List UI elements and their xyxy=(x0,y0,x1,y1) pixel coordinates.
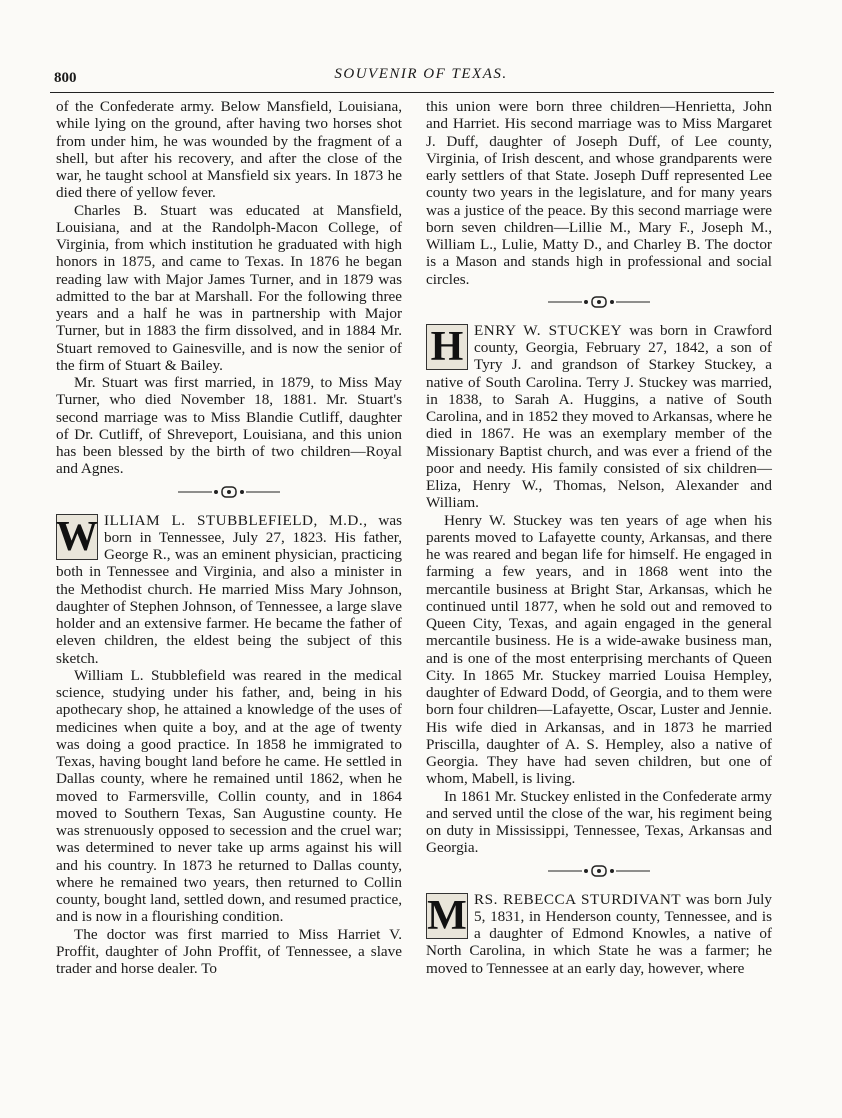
dropcap-initial: H xyxy=(426,324,468,370)
paragraph: Henry W. Stuckey was ten years of age when his parents moved to Lafayette county, Arkansas, and there he was reared and began life for himself. He engaged in farming a few years, and in 1868 went into the mercantile business at Bright Star, Arkansas, which he continued until 1877, when he sold out and removed to Queen City, Texas, and again engaged in the general mercantile business. He is a wide-awake business man, and is one of the most enterprising merchants of Queen City. In 1865 Mr. Stuckey married Louisa Hempley, daughter of Edward Dodd, of Georgia, and to them were born four children—Lafayette, Oscar, Luster and Jennie. His wife died in Arkansas, and in 1873 he married Priscilla, daughter of A. S. Hempley, also a native of Georgia. They have had seven children, but one of whom, Mabell, is living. xyxy=(426,511,772,788)
section-ornament xyxy=(426,294,772,314)
entry-text: was born in Tennessee, July 27, 1823. His father, George R., was an eminent physician, practicing both in Tennessee and Virginia, and also a minister in the Methodist church. He married Miss Mary Johnson, daughter of Stephen Johnson, of Tennessee, a large slave holder and an extensive farmer. He became the father of eleven children, the eldest being the subject of this sketch. xyxy=(56,511,402,667)
section-ornament xyxy=(426,863,772,883)
paragraph xyxy=(56,512,402,667)
paragraph xyxy=(426,891,772,977)
section-ornament xyxy=(56,484,402,504)
entry-text: was born July 5, 1831, in Henderson county, Tennessee, and is a daughter of Edmond Knowles, a native of North Carolina, in which State he was a farmer; he moved to Tennessee at an early day, however, where xyxy=(426,890,772,977)
dropcap-initial: M xyxy=(427,892,467,939)
paragraph: In 1861 Mr. Stuckey enlisted in the Confederate army and served until the close of the war, his regiment being on duty in Mississippi, Tennessee, Texas, Arkansas and Georgia. xyxy=(426,787,772,857)
header-rule xyxy=(50,92,774,93)
paragraph: this union were born three children—Henrietta, John and Harriet. His second marriage was to Miss Margaret J. Duff, daughter of Joseph Duff, of Lee county, Virginia, of Irish descent, and whose grandparents were early settlers of that State. Joseph Duff represented Lee county two years in the legislature, and for many years was a justice of the peace. By this second marriage were born seven children—Lillie M., Mary F., Joseph M., William L., Lulie, Matty D., and Charley B. The doctor is a Mason and stands high in professional and social circles. xyxy=(426,98,772,288)
page-number: 800 xyxy=(54,70,77,86)
paragraph: William L. Stubblefield was reared in the medical science, studying under his father, and, being in his apothecary shop, he attained a knowledge of the uses of medicines when quite a boy, and at the age of twenty was doing a good practice. In 1858 he immigrated to Texas, having bought land before he came. He settled in Dallas county, where he remained until 1862, when he moved to Farmersville, Collin county, and in 1864 moved to Southern Texas, San Augustine county. He was strenuously opposed to secession and the cruel war; was determined to never take up arms against his will and his country. In 1873 he returned to Dallas county, where he remained two years, then returned to Collin county, bought land, settled down, and resumed practice, and is now in a flourishing condition. xyxy=(56,666,402,926)
left-column xyxy=(56,98,402,977)
entry-name: ENRY W. STUCKEY xyxy=(474,321,623,339)
paragraph: Charles B. Stuart was educated at Mansfield, Louisiana, and at the Randolph-Macon College, of Virginia, from which institution he graduated with high honors in 1875, and came to Texas. In 1876 he began reading law with Major James Turner, and in 1879 was admitted to the bar at Marshall. For the following three years and a half he was in partnership with Major Turner, but in 1883 the firm dissolved, and in 1884 Mr. Stuart removed to Gainesville, and is now the senior of the firm of Stuart & Bailey. xyxy=(56,201,402,374)
paragraph: Mr. Stuart was first married, in 1879, to Miss May Turner, who died November 18, 1881. Mr. Stuart's second marriage was to Miss Blandie Cutliff, daughter of Dr. Cutliff, of Shreveport, Louisiana, and this union has been blessed by the birth of two children—Royal and Agnes. xyxy=(56,374,402,478)
stubblefield-entry xyxy=(56,512,402,978)
dropcap-initial: W xyxy=(56,513,98,560)
running-title: SOUVENIR OF TEXAS. xyxy=(334,66,508,82)
paragraph: The doctor was first married to Miss Harriet V. Proffit, daughter of John Proffit, of Tennessee, a slave trader and horse dealer. To xyxy=(56,925,402,977)
entry-name: ILLIAM L. STUBBLEFIELD, M.D., xyxy=(104,511,368,529)
right-column xyxy=(426,98,772,977)
sturdivant-entry xyxy=(426,891,772,977)
entry-text: was born in Crawford county, Georgia, February 27, 1842, a son of Tyry J. and grandson of Starkey Stuckey, a native of South Carolina. Terry J. Stuckey was married, in 1838, to Sarah A. Huggins, a native of South Carolina, and in 1852 they moved to Arkansas, where he died in 1867. He was an exemplary member of the Missionary Baptist church, and was ever a friend of the poor and needy. His family consisted of six children—Eliza, Henry W., Thomas, Nelson, Alexander and William. xyxy=(426,321,773,512)
paragraph xyxy=(426,322,772,512)
entry-name: RS. REBECCA STURDIVANT xyxy=(474,890,682,908)
stuckey-entry xyxy=(426,322,772,857)
paragraph: of the Confederate army. Below Mansfield, Louisiana, while lying on the ground, after having two horses shot from under him, he was wounded by the fragment of a shell, but after his recovery, and after the close of the war, he taught school at Mansfield six years. In 1873 he died there of yellow fever. xyxy=(56,98,402,202)
